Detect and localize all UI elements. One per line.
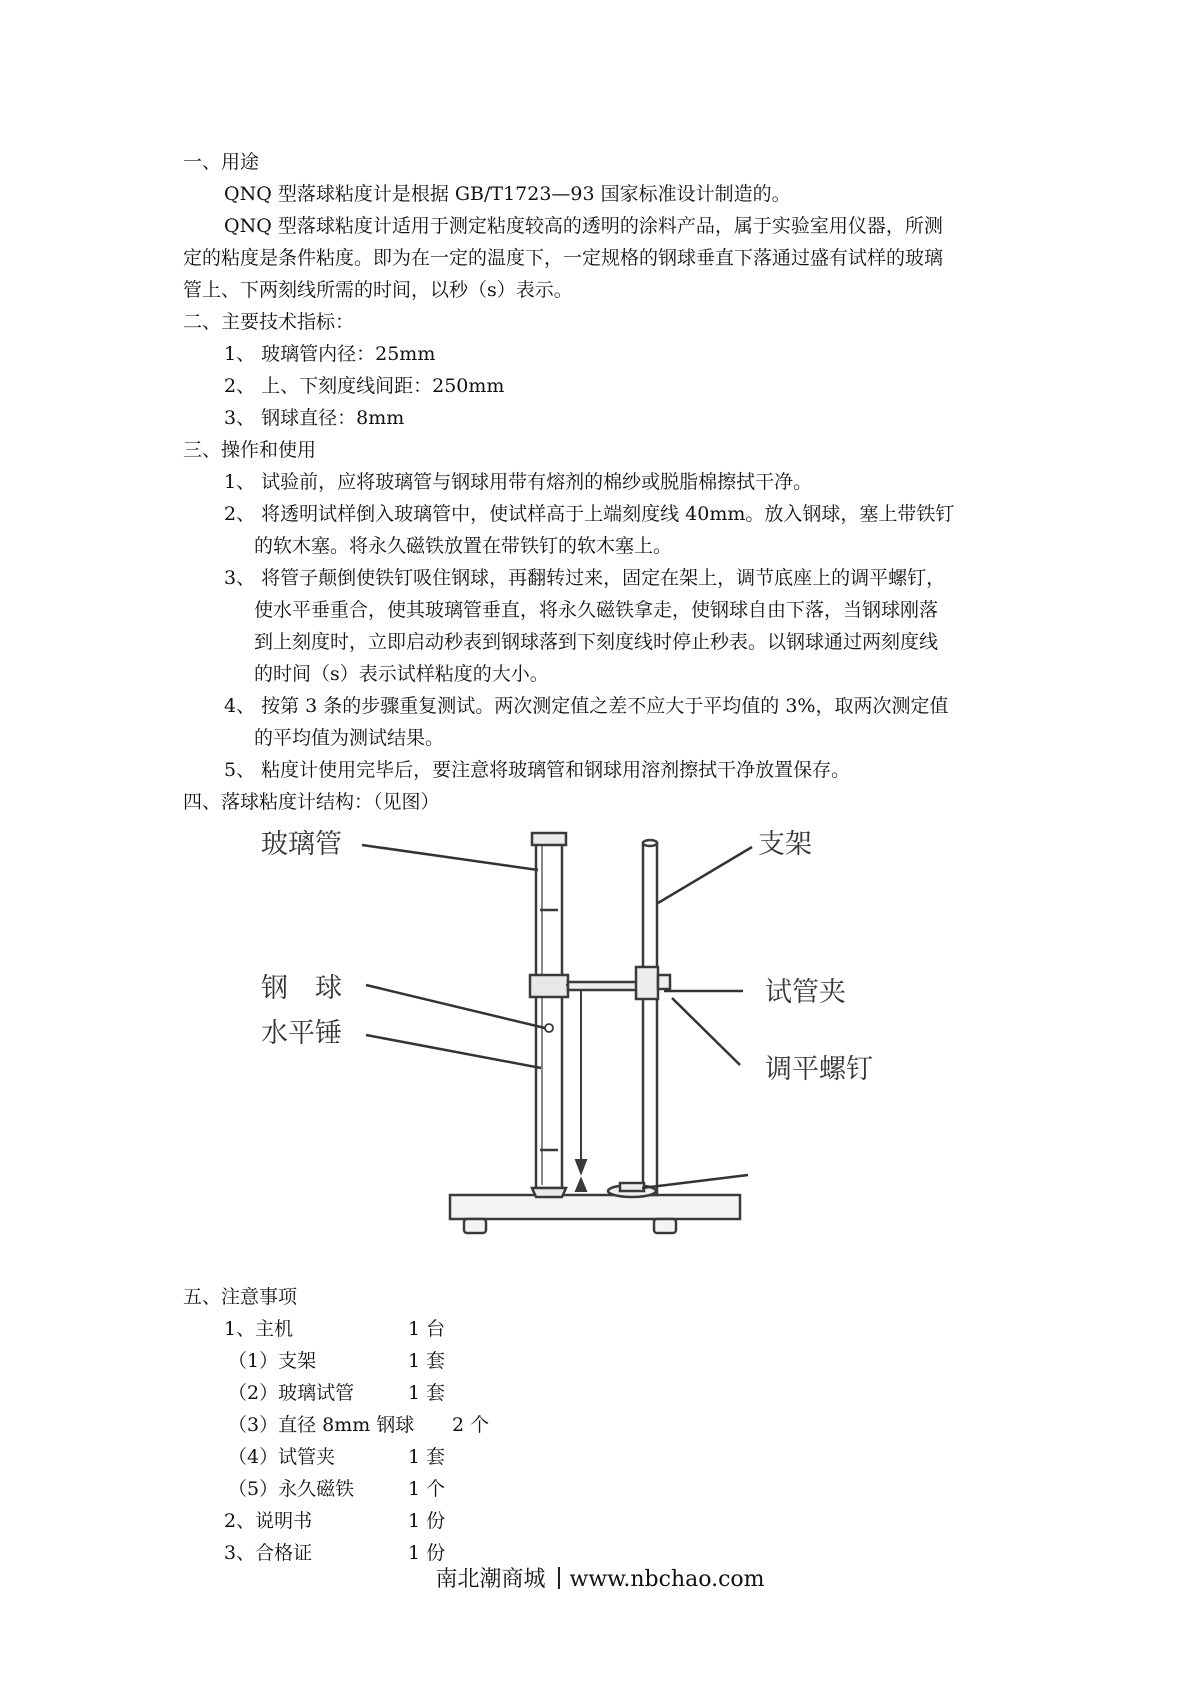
section-2-title: 二、主要技术指标： <box>183 311 355 333</box>
viscometer-diagram <box>180 815 1040 1255</box>
step-3-line-2: 使水平垂重合，使其玻璃管垂直，将永久磁铁拿走，使钢球自由下落，当钢球刚落 <box>254 599 939 621</box>
package-item-name: （3）直径 8mm 钢球 <box>228 1414 415 1436</box>
label-glass-tube: 玻璃管 <box>261 829 342 860</box>
package-item-qty: 1 台 <box>408 1318 446 1340</box>
package-item-qty: 1 份 <box>408 1510 446 1532</box>
spec-item-1: 1、 玻璃管内径：25mm <box>224 343 436 365</box>
step-2-line-1: 2、 将透明试样倒入玻璃管中，使试样高于上端刻度线 40mm。放入钢球，塞上带铁钉 <box>224 503 955 525</box>
package-item-qty: 1 套 <box>408 1382 446 1404</box>
package-item-name: （4）试管夹 <box>228 1446 336 1468</box>
label-tube-clamp: 试管夹 <box>765 977 846 1008</box>
spec-item-3: 3、 钢球直径：8mm <box>224 407 405 429</box>
section-1-paragraph-2-line-2: 定的粘度是条件粘度。即为在一定的温度下，一定规格的钢球垂直下落通过盛有试样的玻璃 <box>183 247 944 269</box>
section-4-title: 四、落球粘度计结构：（见图） <box>183 791 440 813</box>
section-1-paragraph-2-line-1: QNQ 型落球粘度计适用于测定粘度较高的透明的涂料产品，属于实验室用仪器，所测 <box>224 215 943 237</box>
step-2-line-2: 的软木塞。将永久磁铁放置在带铁钉的软木塞上。 <box>254 535 673 557</box>
label-steel-ball: 钢 球 <box>261 973 342 1004</box>
base-plate <box>450 1195 740 1233</box>
step-5: 5、 粘度计使用完毕后，要注意将玻璃管和钢球用溶剂擦拭干净放置保存。 <box>224 759 851 781</box>
package-item-name: 2、说明书 <box>224 1510 313 1532</box>
step-3-line-3: 到上刻度时，立即启动秒表到钢球落到下刻度线时停止秒表。以钢球通过两刻度线 <box>254 631 939 653</box>
footer-brand: 南北潮商城 <box>435 1567 546 1592</box>
package-item-qty: 1 套 <box>408 1350 446 1372</box>
step-1: 1、 试验前，应将玻璃管与钢球用带有熔剂的棉纱或脱脂棉擦拭干净。 <box>224 471 813 493</box>
tube-clamp <box>568 967 670 999</box>
package-item-qty: 2 个 <box>452 1414 490 1436</box>
label-plumb: 水平锤 <box>261 1018 342 1049</box>
footer <box>0 1566 1200 1594</box>
footer-url[interactable]: www.nbchao.com <box>569 1567 765 1592</box>
step-4-line-1: 4、 按第 3 条的步骤重复测试。两次测定值之差不应大于平均值的 3%，取两次测定值 <box>224 695 949 717</box>
package-item-qty: 1 个 <box>408 1478 446 1500</box>
section-1-paragraph-1: QNQ 型落球粘度计是根据 GB/T1723—93 国家标准设计制造的。 <box>224 183 791 205</box>
footer-separator <box>558 1567 560 1589</box>
step-4-line-2: 的平均值为测试结果。 <box>254 727 445 749</box>
package-item-qty: 1 份 <box>408 1542 446 1564</box>
section-3-title: 三、操作和使用 <box>183 439 317 461</box>
package-item-name: 1、主机 <box>224 1318 294 1340</box>
section-5-title: 五、注意事项 <box>183 1286 298 1308</box>
package-item-name: （5）永久磁铁 <box>228 1478 355 1500</box>
stand-rod <box>643 840 657 1195</box>
section-1-paragraph-2-line-3: 管上、下两刻线所需的时间，以秒（s）表示。 <box>183 279 573 301</box>
steel-ball <box>545 1024 553 1032</box>
step-3-line-1: 3、 将管子颠倒使铁钉吸住钢球，再翻转过来，固定在架上，调节底座上的调平螺钉， <box>224 567 946 589</box>
viscometer-diagram-svg <box>180 815 1040 1255</box>
package-item-name: （2）玻璃试管 <box>228 1382 355 1404</box>
glass-tube <box>530 833 568 1197</box>
section-1-title: 一、用途 <box>183 151 260 173</box>
spec-item-2: 2、 上、下刻度线间距：250mm <box>224 375 505 397</box>
step-3-line-4: 的时间（s）表示试样粘度的大小。 <box>254 663 549 685</box>
label-leveling-screw: 调平螺钉 <box>765 1054 873 1085</box>
plumb <box>566 985 586 1191</box>
package-item-qty: 1 套 <box>408 1446 446 1468</box>
package-item-name: 3、合格证 <box>224 1542 313 1564</box>
label-stand: 支架 <box>758 829 812 860</box>
package-item-name: （1）支架 <box>228 1350 317 1372</box>
